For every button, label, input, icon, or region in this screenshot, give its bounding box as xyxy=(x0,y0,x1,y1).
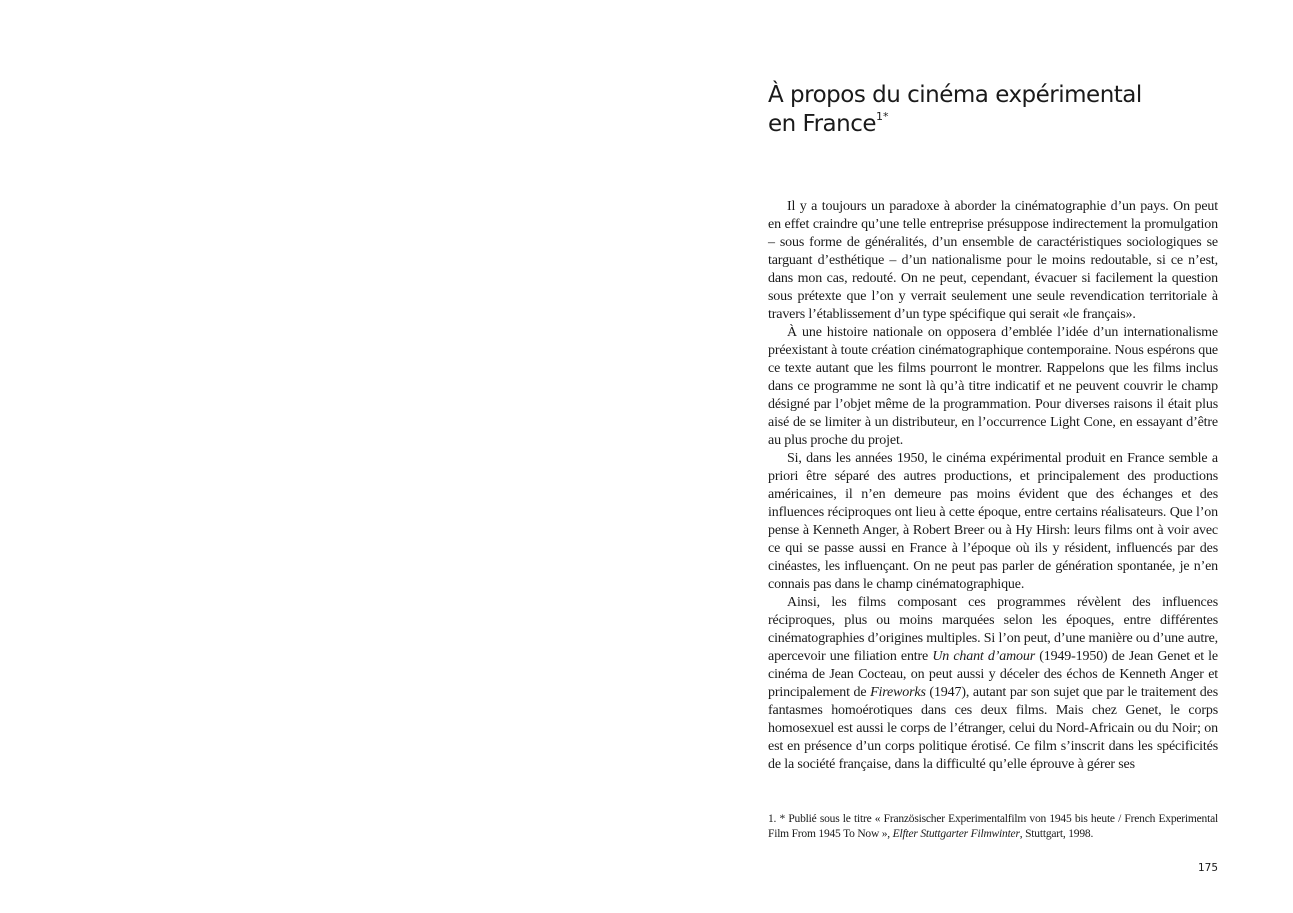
chapter-title xyxy=(768,81,1218,139)
footnote-text-1: 1. * Publié sous le titre « Französischer Experimentalfilm von 1945 bis heute / French Experimental Film From 1945 To Now », xyxy=(768,813,1218,840)
paragraph-4-part-3: (1947), autant par son sujet que par le traitement des fantasmes homoérotiques dans ces deux films. Mais chez Genet, le corps homosexuel est aussi le corps de l’étranger, celui du Nord-Africain ou du Noir; on est en présence d’un corps politique érotisé. Ce film s’inscrit dans les spécificités de la société française, dans la difficulté qu’elle éprouve à gérer ses xyxy=(768,685,1218,772)
paragraph-2: À une histoire nationale on opposera d’emblée l’idée d’un internationalisme préexistant à toute création cinématographique contemporaine. Nous espérons que ce texte autant que les films pourront le montrer. Rappelons que les films inclus dans ce programme ne sont là qu’à titre indicatif et ne peuvent couvrir le champ désigné par l’objet même de la programmation. Pour diverses raisons il était plus aisé de se limiter à un distributeur, en l’occurrence Light Cone, en essayant d’être au plus proche du projet. xyxy=(768,325,1218,448)
chapter-title-line2: en France xyxy=(768,111,877,137)
paragraph-4-part-2: (1949-1950) de Jean Genet et le cinéma de Jean Cocteau, on peut aussi y déceler des échos de Kenneth Anger et principalement de xyxy=(768,649,1218,700)
footnote-text-2: , Stuttgart, 1998. xyxy=(1019,828,1094,840)
paragraph-1: Il y a toujours un paradoxe à aborder la cinématographie d’un pays. On peut en effet craindre qu’une telle entreprise présuppose indirectement la promulgation – sous forme de généralités, d’un ensemble de caractéristiques sociologiques se targuant d’esthétique – d’un nationalisme pour le moins redoutable, si ce n’est, dans mon cas, redouté. On ne peut, cependant, évacuer si facilement la question sous prétexte que l’on y verrait seulement une seule revendication territoriale à travers l’établissement d’un type spécifique qui serait «le français». xyxy=(768,199,1218,322)
paragraph-4-part-1: Ainsi, les films composant ces programmes révèlent des influences réciproques, plus ou moins marquées selon les époques, entre différentes cinématographies d’origines multiples. Si l’on peut, d’une manière ou d’une autre, apercevoir une filiation entre xyxy=(768,595,1218,664)
footnote-reference[interactable]: 1* xyxy=(876,110,889,123)
footnote-publication-title: Elfter Stuttgarter Filmwinter xyxy=(892,828,1020,840)
book-page xyxy=(768,0,1218,913)
paragraph-3: Si, dans les années 1950, le cinéma expérimental produit en France semble a priori être séparé des autres productions, et principalement des productions américaines, il n’en demeure pas moins évident que des échanges et des influences réciproques ont lieu à cette époque, entre certains réalisateurs. Que l’on pense à Kenneth Anger, à Robert Breer ou à Hy Hirsh: leurs films ont à voir avec ce qui se passe aussi en France à l’époque où ils y résident, influencés par des cinéastes, les influençant. On ne peut pas parler de génération spontanée, je n’en connais pas dans le champ cinématographique. xyxy=(768,451,1218,592)
page-number: 175 xyxy=(1197,862,1218,874)
film-title-fireworks: Fireworks xyxy=(870,685,926,700)
body-text xyxy=(768,198,1218,774)
film-title-chant-d-amour: Un chant d’amour xyxy=(932,649,1036,664)
footnote xyxy=(768,812,1218,842)
chapter-title-line1: À propos du cinéma expérimental xyxy=(768,82,1142,108)
paragraph-4 xyxy=(768,594,1218,774)
